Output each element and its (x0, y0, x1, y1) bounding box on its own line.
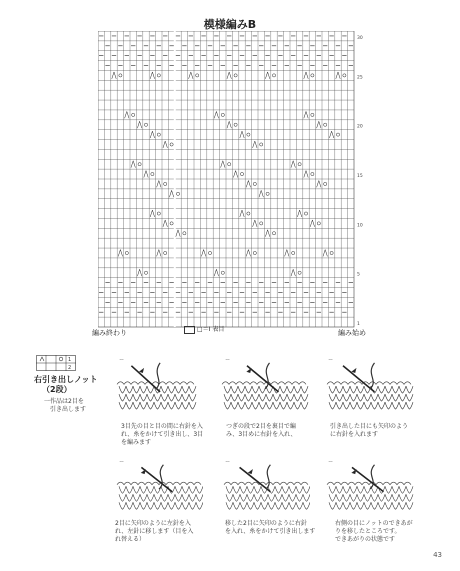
step-6-illustration (325, 462, 415, 516)
step-1-description (121, 423, 203, 447)
knitting-chart (98, 31, 368, 331)
svg-text:1: 1 (357, 322, 360, 327)
step-5-line1: 移した2目に矢印のように右針 (225, 520, 307, 527)
step-6-description (335, 520, 413, 544)
step-5-description (225, 520, 315, 536)
step-4-line2: れ、左針に移します（目を入 (115, 528, 194, 535)
chart-grid (98, 31, 368, 331)
step-4-illustration (115, 462, 203, 516)
svg-text:15: 15 (357, 174, 363, 179)
step-2-line2: み、3目めに右針を入れ、 (226, 431, 297, 438)
page-number: 43 (433, 551, 442, 559)
svg-text:25: 25 (357, 75, 363, 81)
step-1-line2: れ、糸をかけて引き出し、3目 (121, 431, 204, 438)
technique-title-line2: （2段） (42, 385, 72, 394)
step-5-illustration (222, 462, 310, 516)
technique-note-line2: 引き出します (50, 406, 87, 413)
step-1-illustration (115, 360, 197, 418)
step-6-line1: 右側の目にノットのできあが (335, 520, 413, 527)
step-6-line3: できあがりの状態です (335, 536, 396, 543)
svg-text:1: 1 (68, 357, 72, 363)
label-knit-start: 編み始め (338, 329, 366, 337)
step-5-line2: を入れ、糸をかけて引き出します (225, 528, 316, 535)
step-1-line3: を編みます (121, 439, 152, 446)
svg-text:20: 20 (357, 124, 363, 130)
step-6-line2: りを移したところです。 (335, 528, 401, 535)
technique-title (34, 375, 97, 395)
step-3-description (330, 423, 408, 439)
step-4-description (115, 520, 193, 544)
chart-title: 模様編みB (203, 18, 257, 31)
svg-text:5: 5 (357, 272, 360, 278)
technique-title-line1: 右引き出しノット (34, 375, 98, 384)
step-1-line1: 3目先の目と目の間に右針を入 (121, 423, 203, 430)
svg-text:30: 30 (357, 35, 363, 41)
step-4-line3: れ替える） (115, 536, 146, 543)
step-3-line1: 引き出した目にも矢印のよう (330, 423, 409, 430)
step-2-line1: つぎの段で2目を裏目で編 (226, 423, 296, 430)
step-2-description (226, 423, 297, 439)
svg-text:10: 10 (357, 223, 363, 229)
step-2-illustration (220, 360, 310, 418)
legend-box-icon (184, 326, 195, 334)
label-knit-end: 編み終わり (92, 329, 127, 337)
legend-text: □＝Ⅰ 表目 (197, 326, 225, 333)
technique-note (44, 398, 86, 414)
svg-text:2: 2 (68, 365, 72, 371)
step-4-line1: 2目に矢印のように左針を入 (115, 520, 191, 527)
step-3-illustration (325, 360, 415, 418)
step-3-line2: に右針を入れます (330, 431, 379, 438)
technique-symbol-icon (36, 355, 76, 371)
technique-note-line1: 一作品は2目を (44, 398, 84, 405)
chart-legend (184, 324, 224, 334)
